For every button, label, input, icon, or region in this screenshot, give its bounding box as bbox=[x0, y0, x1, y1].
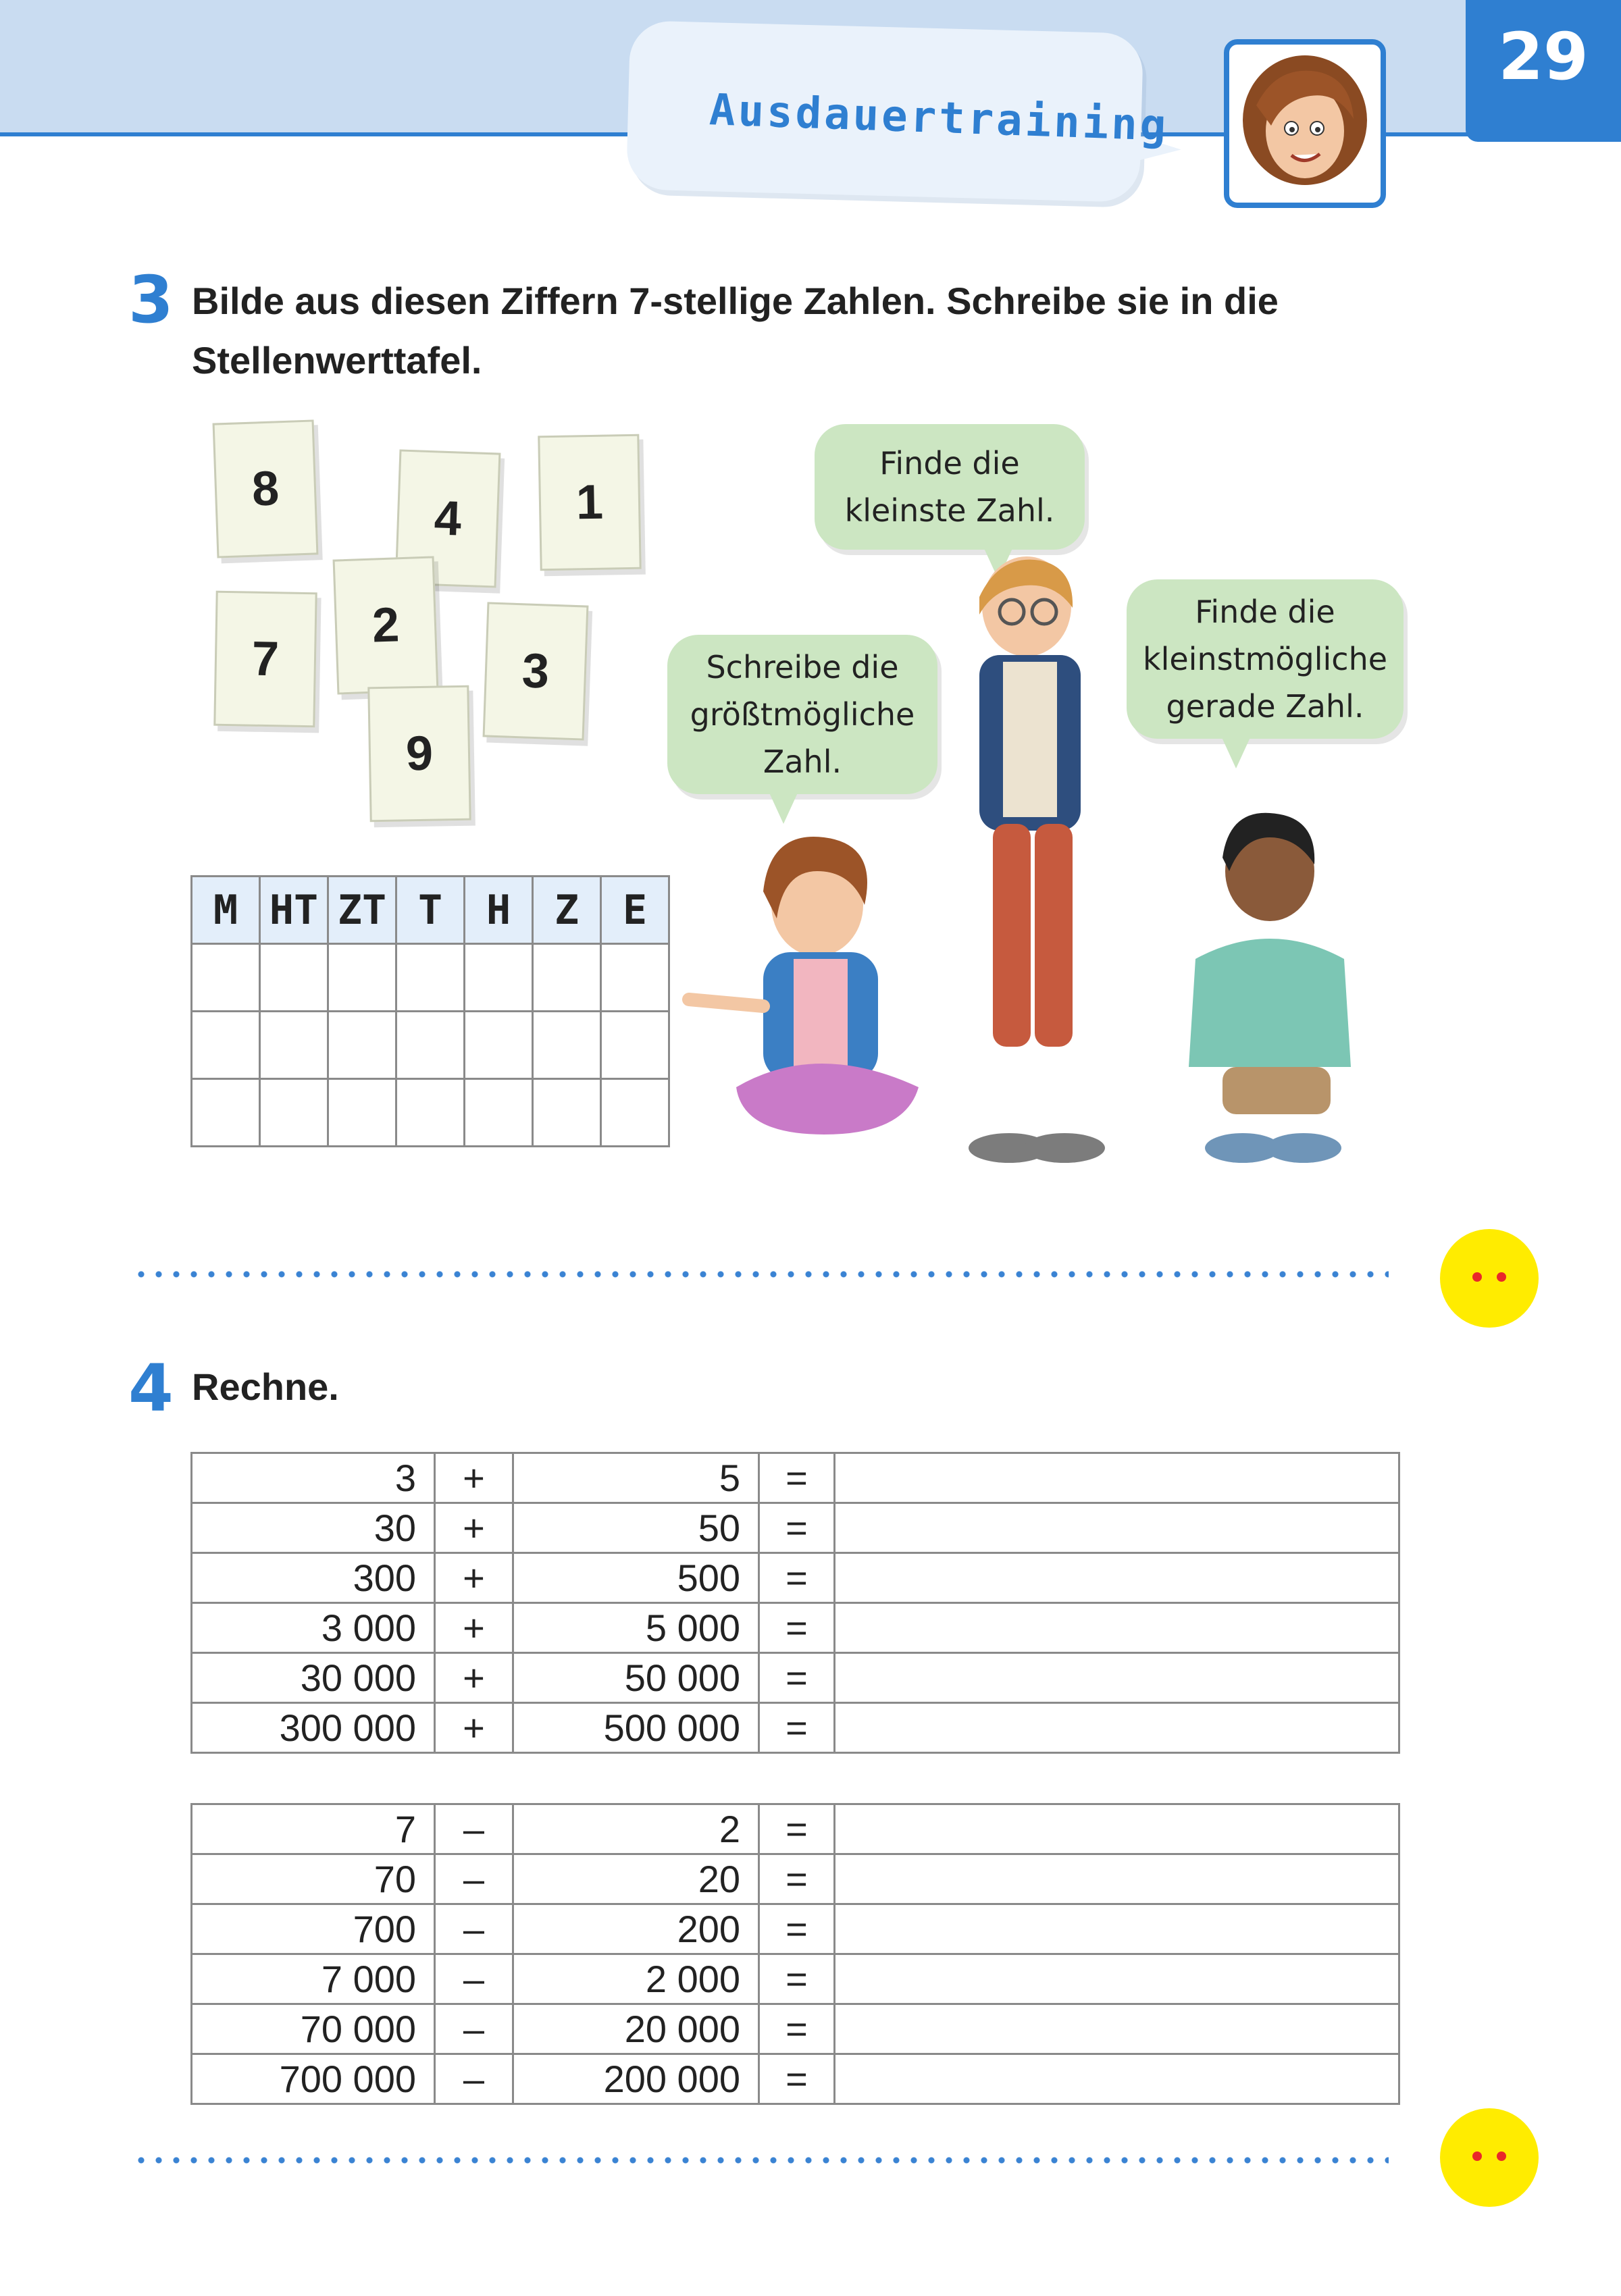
table-row bbox=[192, 1553, 1399, 1603]
place-value-cell[interactable] bbox=[192, 1079, 260, 1147]
place-header-ten-thousands: ZT bbox=[328, 877, 396, 944]
answer-field[interactable] bbox=[835, 1503, 1399, 1553]
place-value-row bbox=[192, 944, 669, 1012]
place-header-millions: M bbox=[192, 877, 260, 944]
table-row bbox=[192, 2054, 1399, 2104]
place-value-cell[interactable] bbox=[328, 1012, 396, 1079]
answer-field[interactable] bbox=[835, 1804, 1399, 1854]
operator: + bbox=[435, 1453, 513, 1503]
equals-sign: = bbox=[759, 1804, 835, 1854]
operand-b: 50 000 bbox=[513, 1653, 759, 1703]
place-value-cell[interactable] bbox=[533, 1079, 601, 1147]
answer-field[interactable] bbox=[835, 1653, 1399, 1703]
operand-b: 2 bbox=[513, 1804, 759, 1854]
place-value-cell[interactable] bbox=[601, 1012, 669, 1079]
operand-a: 70 bbox=[192, 1854, 435, 1904]
task-number-3: 3 bbox=[128, 262, 174, 338]
operand-b: 2 000 bbox=[513, 1954, 759, 2004]
smiley-eye bbox=[1472, 1272, 1482, 1282]
operand-a: 7 000 bbox=[192, 1954, 435, 2004]
speech-bubble-largest: Schreibe die größtmögliche Zahl. bbox=[667, 635, 937, 794]
place-header-thousands: T bbox=[396, 877, 465, 944]
table-row bbox=[192, 2004, 1399, 2054]
answer-field[interactable] bbox=[835, 2004, 1399, 2054]
table-row bbox=[192, 1503, 1399, 1553]
smiley-self-assessment-icon[interactable] bbox=[1440, 2108, 1539, 2207]
operand-a: 300 bbox=[192, 1553, 435, 1603]
place-value-cell[interactable] bbox=[396, 944, 465, 1012]
answer-field[interactable] bbox=[835, 1703, 1399, 1753]
table-row bbox=[192, 1653, 1399, 1703]
digit-card: 4 bbox=[395, 449, 501, 588]
place-value-cell[interactable] bbox=[396, 1079, 465, 1147]
operator: – bbox=[435, 2054, 513, 2104]
operator: + bbox=[435, 1653, 513, 1703]
girl-face-icon bbox=[1229, 45, 1381, 203]
speech-bubble-smallest: Finde die kleinste Zahl. bbox=[815, 424, 1085, 550]
place-value-cell[interactable] bbox=[260, 1012, 328, 1079]
equals-sign: = bbox=[759, 1603, 835, 1653]
place-value-cell[interactable] bbox=[328, 1079, 396, 1147]
squatting-boy-figure bbox=[1189, 813, 1351, 1163]
answer-field[interactable] bbox=[835, 1954, 1399, 2004]
equals-sign: = bbox=[759, 2054, 835, 2104]
place-value-cell[interactable] bbox=[192, 1012, 260, 1079]
operator: + bbox=[435, 1603, 513, 1653]
equals-sign: = bbox=[759, 1653, 835, 1703]
equals-sign: = bbox=[759, 1503, 835, 1553]
operator: – bbox=[435, 1904, 513, 1954]
place-value-cell[interactable] bbox=[465, 1079, 533, 1147]
operator: – bbox=[435, 1804, 513, 1854]
place-value-cell[interactable] bbox=[465, 1012, 533, 1079]
operand-a: 3 bbox=[192, 1453, 435, 1503]
operand-b: 200 bbox=[513, 1904, 759, 1954]
standing-child-figure bbox=[969, 556, 1105, 1163]
table-row bbox=[192, 1904, 1399, 1954]
table-row bbox=[192, 1854, 1399, 1904]
place-value-cell[interactable] bbox=[192, 944, 260, 1012]
operand-a: 30 bbox=[192, 1503, 435, 1553]
smiley-eye bbox=[1497, 2151, 1506, 2161]
place-value-cell[interactable] bbox=[533, 944, 601, 1012]
operand-b: 200 000 bbox=[513, 2054, 759, 2104]
place-value-cell[interactable] bbox=[601, 944, 669, 1012]
place-header-hundreds: H bbox=[465, 877, 533, 944]
place-header-hundred-thousands: HT bbox=[260, 877, 328, 944]
equals-sign: = bbox=[759, 1553, 835, 1603]
smiley-self-assessment-icon[interactable] bbox=[1440, 1229, 1539, 1328]
equals-sign: = bbox=[759, 1854, 835, 1904]
place-value-cell[interactable] bbox=[465, 944, 533, 1012]
page-number: 29 bbox=[1498, 19, 1589, 95]
operand-a: 3 000 bbox=[192, 1603, 435, 1653]
operand-a: 30 000 bbox=[192, 1653, 435, 1703]
place-header-tens: Z bbox=[533, 877, 601, 944]
task3-instruction-line1: Bilde aus diesen Ziffern 7-stellige Zahlen. Schreibe sie in die bbox=[192, 280, 1279, 322]
place-header-ones: E bbox=[601, 877, 669, 944]
place-value-row bbox=[192, 1079, 669, 1147]
operand-a: 300 000 bbox=[192, 1703, 435, 1753]
operator: – bbox=[435, 1954, 513, 2004]
operand-b: 5 bbox=[513, 1453, 759, 1503]
digit-card: 9 bbox=[367, 685, 471, 823]
operand-b: 50 bbox=[513, 1503, 759, 1553]
digit-card: 3 bbox=[483, 602, 589, 740]
digit-card: 7 bbox=[213, 591, 317, 728]
operand-a: 70 000 bbox=[192, 2004, 435, 2054]
answer-field[interactable] bbox=[835, 2054, 1399, 2104]
place-value-cell[interactable] bbox=[601, 1079, 669, 1147]
children-illustration bbox=[662, 554, 1418, 1189]
answer-field[interactable] bbox=[835, 1453, 1399, 1503]
operand-b: 20 000 bbox=[513, 2004, 759, 2054]
operand-a: 7 bbox=[192, 1804, 435, 1854]
place-value-cell[interactable] bbox=[396, 1012, 465, 1079]
sitting-girl-figure bbox=[689, 837, 919, 1134]
subtraction-table bbox=[190, 1803, 1400, 2105]
answer-field[interactable] bbox=[835, 1553, 1399, 1603]
speech-bubble-smallest-even: Finde die kleinstmögliche gerade Zahl. bbox=[1127, 579, 1404, 739]
operand-b: 5 000 bbox=[513, 1603, 759, 1653]
table-row bbox=[192, 1804, 1399, 1854]
equals-sign: = bbox=[759, 1904, 835, 1954]
task4-instruction: Rechne. bbox=[192, 1365, 339, 1408]
section-title: Ausdauertraining bbox=[708, 85, 1170, 151]
operand-a: 700 bbox=[192, 1904, 435, 1954]
operand-b: 500 000 bbox=[513, 1703, 759, 1753]
table-row bbox=[192, 1703, 1399, 1753]
table-row bbox=[192, 1603, 1399, 1653]
digit-card: 2 bbox=[333, 556, 439, 694]
equals-sign: = bbox=[759, 1954, 835, 2004]
operator: – bbox=[435, 1854, 513, 1904]
answer-field[interactable] bbox=[835, 1854, 1399, 1904]
task3-instruction-line2: Stellenwerttafel. bbox=[192, 339, 482, 382]
equals-sign: = bbox=[759, 1703, 835, 1753]
operator: + bbox=[435, 1553, 513, 1603]
digit-card: 8 bbox=[213, 419, 319, 558]
answer-field[interactable] bbox=[835, 1603, 1399, 1653]
place-value-cell[interactable] bbox=[533, 1012, 601, 1079]
smiley-eye bbox=[1497, 1272, 1506, 1282]
table-row bbox=[192, 1453, 1399, 1503]
smiley-eye bbox=[1472, 2151, 1482, 2161]
answer-field[interactable] bbox=[835, 1904, 1399, 1954]
place-value-cell[interactable] bbox=[328, 944, 396, 1012]
dotted-separator bbox=[132, 1271, 1389, 1278]
place-value-cell[interactable] bbox=[260, 944, 328, 1012]
operand-b: 500 bbox=[513, 1553, 759, 1603]
equals-sign: = bbox=[759, 2004, 835, 2054]
operand-b: 20 bbox=[513, 1854, 759, 1904]
task-number-4: 4 bbox=[128, 1351, 174, 1426]
dotted-separator bbox=[132, 2157, 1389, 2164]
avatar bbox=[1224, 39, 1386, 208]
table-row bbox=[192, 1954, 1399, 2004]
place-value-cell[interactable] bbox=[260, 1079, 328, 1147]
digit-card: 1 bbox=[538, 434, 641, 571]
addition-table bbox=[190, 1452, 1400, 1754]
place-value-row bbox=[192, 1012, 669, 1079]
operator: + bbox=[435, 1503, 513, 1553]
operand-a: 700 000 bbox=[192, 2054, 435, 2104]
equals-sign: = bbox=[759, 1453, 835, 1503]
operator: – bbox=[435, 2004, 513, 2054]
place-value-header-row bbox=[192, 877, 669, 944]
place-value-table bbox=[190, 875, 670, 1147]
operator: + bbox=[435, 1703, 513, 1753]
